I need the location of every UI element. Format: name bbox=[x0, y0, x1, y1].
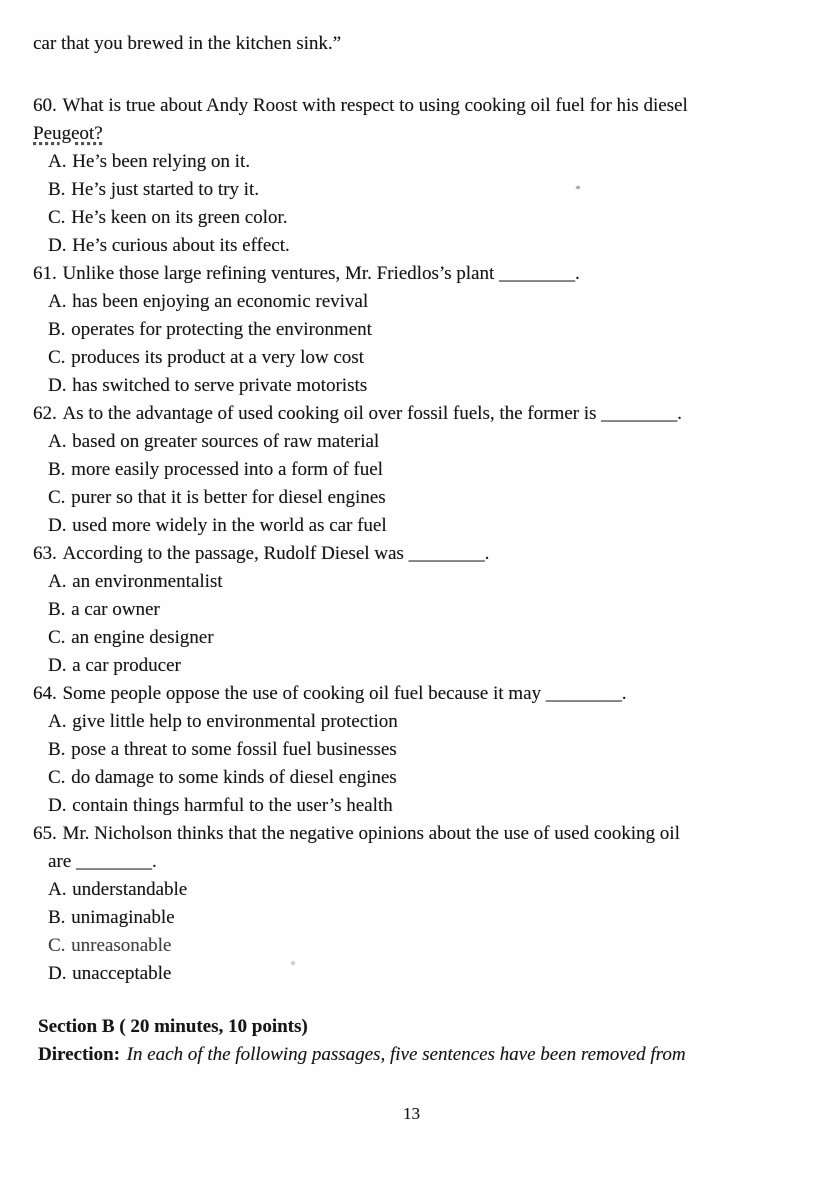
question-61 bbox=[33, 260, 790, 400]
option-text: an engine designer bbox=[71, 627, 214, 648]
option-label: D. bbox=[48, 795, 67, 816]
scan-speck bbox=[576, 186, 580, 189]
option-c bbox=[33, 204, 790, 232]
question-number: 65. bbox=[33, 823, 57, 844]
section-b-heading: Section B ( 20 minutes, 10 points) bbox=[38, 1016, 308, 1037]
option-d bbox=[33, 232, 790, 260]
question-65 bbox=[33, 820, 790, 988]
option-c bbox=[33, 484, 790, 512]
option-text: unacceptable bbox=[72, 963, 172, 984]
intro-line: car that you brewed in the kitchen sink.” bbox=[33, 33, 342, 54]
option-d bbox=[33, 960, 790, 988]
question-number: 63. bbox=[33, 543, 57, 564]
question-number: 61. bbox=[33, 263, 57, 284]
option-text: contain things harmful to the user’s health bbox=[72, 795, 393, 816]
option-a bbox=[33, 148, 790, 176]
question-text: Some people oppose the use of cooking oil fuel because it may ________. bbox=[62, 683, 627, 704]
option-label: D. bbox=[48, 655, 67, 676]
option-label: B. bbox=[48, 179, 66, 200]
option-a bbox=[33, 428, 790, 456]
option-label: B. bbox=[48, 739, 66, 760]
option-b bbox=[33, 596, 790, 624]
option-label: C. bbox=[48, 627, 66, 648]
question-text: As to the advantage of used cooking oil over fossil fuels, the former is ________. bbox=[62, 403, 682, 424]
option-text: based on greater sources of raw material bbox=[72, 431, 380, 452]
option-text: an environmentalist bbox=[72, 571, 223, 592]
option-text: give little help to environmental protection bbox=[72, 711, 398, 732]
option-label: A. bbox=[48, 151, 67, 172]
option-label: C. bbox=[48, 767, 66, 788]
option-d bbox=[33, 652, 790, 680]
option-text: has been enjoying an economic revival bbox=[72, 291, 369, 312]
option-label: D. bbox=[48, 963, 67, 984]
option-a bbox=[33, 708, 790, 736]
option-text: do damage to some kinds of diesel engines bbox=[71, 767, 397, 788]
option-label: C. bbox=[48, 487, 66, 508]
option-label: A. bbox=[48, 571, 67, 592]
option-label: B. bbox=[48, 319, 66, 340]
option-c bbox=[33, 932, 790, 960]
page-number: 13 bbox=[403, 1104, 420, 1123]
question-text: What is true about Andy Roost with respect to using cooking oil fuel for his diesel bbox=[62, 95, 688, 116]
option-a bbox=[33, 288, 790, 316]
question-text: According to the passage, Rudolf Diesel was ________. bbox=[62, 543, 490, 564]
option-c bbox=[33, 344, 790, 372]
option-label: C. bbox=[48, 347, 66, 368]
question-text: Unlike those large refining ventures, Mr. Friedlos’s plant ________. bbox=[62, 263, 580, 284]
option-label: C. bbox=[48, 935, 66, 956]
option-text: He’s curious about its effect. bbox=[72, 235, 290, 256]
option-text: operates for protecting the environment bbox=[71, 319, 372, 340]
question-text-continuation: Peugeot? bbox=[33, 123, 103, 144]
option-b bbox=[33, 456, 790, 484]
question-60 bbox=[33, 92, 790, 260]
direction-text: In each of the following passages, five sentences have been removed from bbox=[126, 1044, 686, 1065]
option-b bbox=[33, 904, 790, 932]
option-c bbox=[33, 624, 790, 652]
option-text: more easily processed into a form of fuel bbox=[71, 459, 383, 480]
option-label: B. bbox=[48, 459, 66, 480]
option-text: understandable bbox=[72, 879, 188, 900]
option-label: D. bbox=[48, 515, 67, 536]
option-label: C. bbox=[48, 207, 66, 228]
option-label: A. bbox=[48, 291, 67, 312]
option-b bbox=[33, 176, 790, 204]
option-d bbox=[33, 372, 790, 400]
question-text: Mr. Nicholson thinks that the negative opinions about the use of used cooking oil bbox=[62, 823, 680, 844]
option-text: used more widely in the world as car fuel bbox=[72, 515, 387, 536]
question-text-continuation: are ________. bbox=[48, 851, 157, 872]
option-text: a car producer bbox=[72, 655, 181, 676]
question-number: 62. bbox=[33, 403, 57, 424]
option-text: pose a threat to some fossil fuel businesses bbox=[71, 739, 397, 760]
option-a bbox=[33, 568, 790, 596]
option-a bbox=[33, 876, 790, 904]
question-64 bbox=[33, 680, 790, 820]
option-text: purer so that it is better for diesel engines bbox=[71, 487, 386, 508]
option-label: A. bbox=[48, 711, 67, 732]
scan-speck bbox=[291, 961, 295, 965]
option-text: a car owner bbox=[71, 599, 160, 620]
option-label: D. bbox=[48, 235, 67, 256]
option-text: has switched to serve private motorists bbox=[72, 375, 368, 396]
question-number: 60. bbox=[33, 95, 57, 116]
option-text: He’s been relying on it. bbox=[72, 151, 250, 172]
option-d bbox=[33, 792, 790, 820]
question-number: 64. bbox=[33, 683, 57, 704]
option-c bbox=[33, 764, 790, 792]
option-text: unreasonable bbox=[71, 935, 172, 956]
question-62 bbox=[33, 400, 790, 540]
option-d bbox=[33, 512, 790, 540]
option-b bbox=[33, 736, 790, 764]
option-label: B. bbox=[48, 907, 66, 928]
option-label: A. bbox=[48, 431, 67, 452]
option-text: produces its product at a very low cost bbox=[71, 347, 364, 368]
direction-line bbox=[38, 1041, 790, 1069]
option-label: D. bbox=[48, 375, 67, 396]
direction-label: Direction: bbox=[38, 1044, 120, 1065]
option-text: He’s keen on its green color. bbox=[71, 207, 288, 228]
option-text: unimaginable bbox=[71, 907, 175, 928]
option-text: He’s just started to try it. bbox=[71, 179, 259, 200]
section-b-block bbox=[38, 1013, 790, 1069]
option-label: B. bbox=[48, 599, 66, 620]
question-63 bbox=[33, 540, 790, 680]
option-b bbox=[33, 316, 790, 344]
option-label: A. bbox=[48, 879, 67, 900]
